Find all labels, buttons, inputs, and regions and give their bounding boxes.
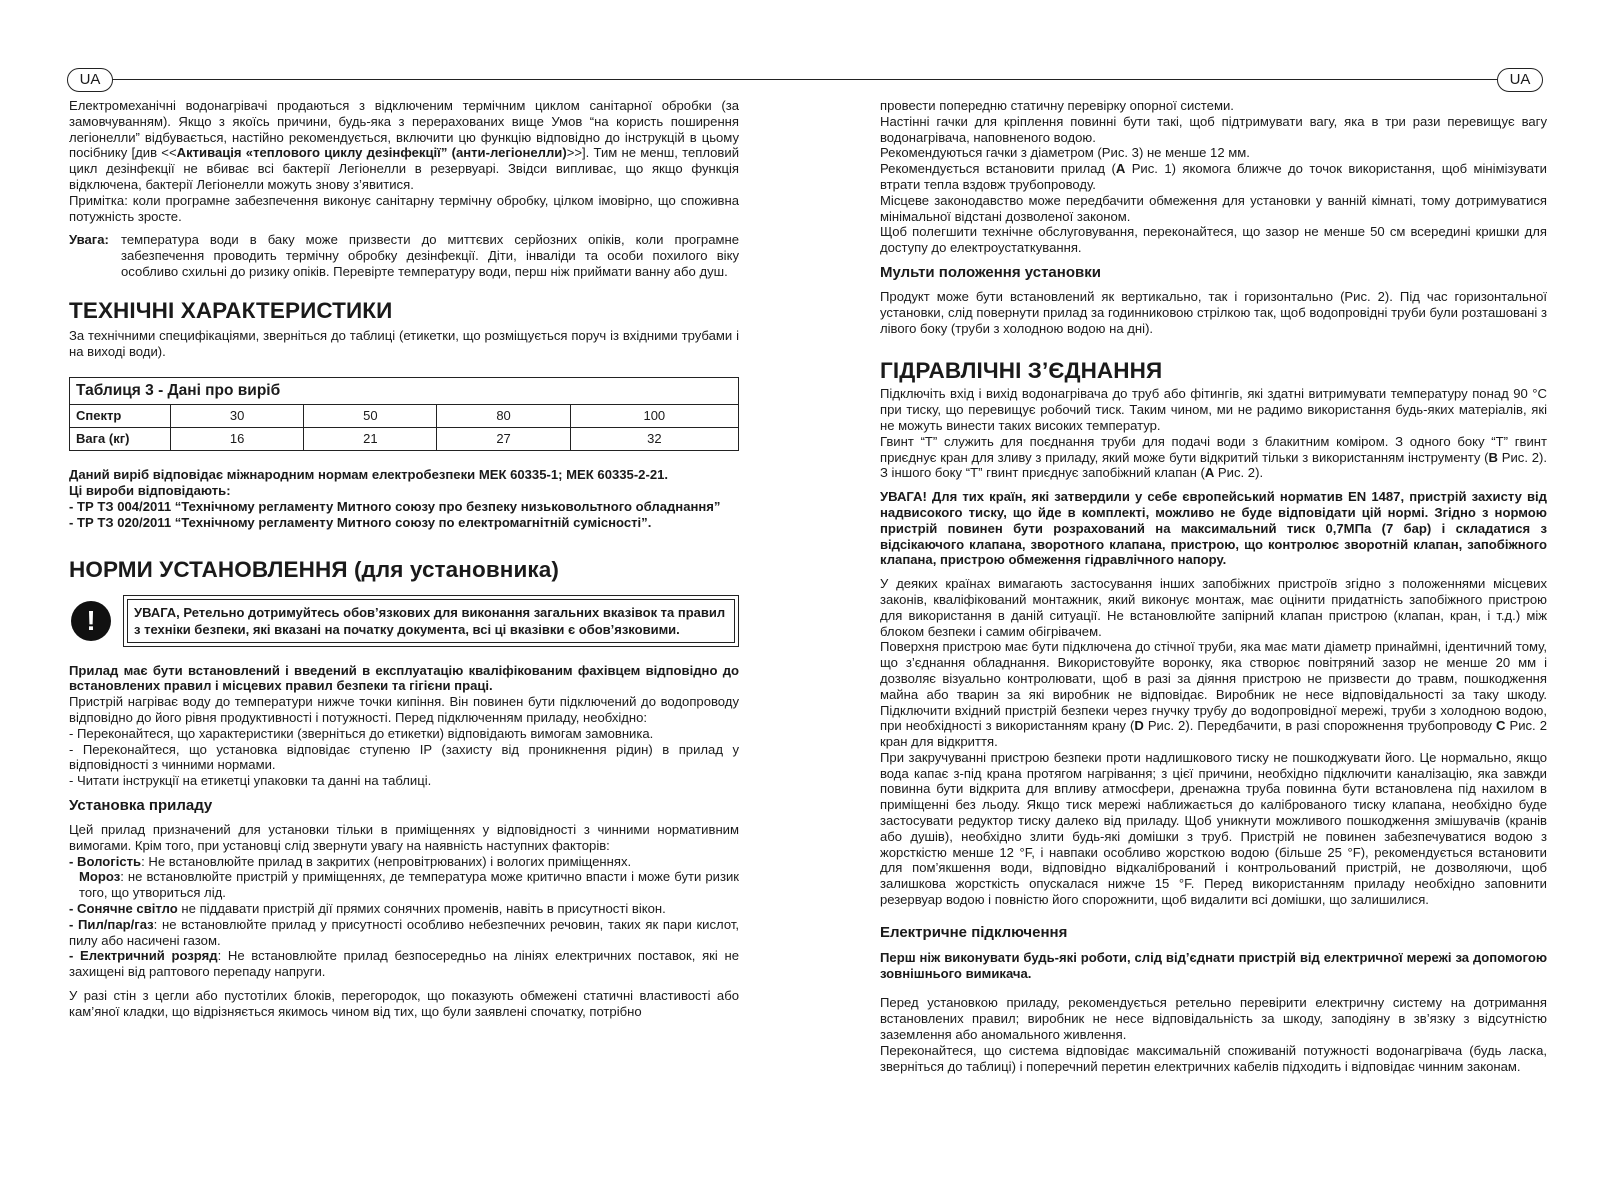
factor-item: Мороз: не встановлюйте пристрій у приміщеннях, де температура може критично впасти і може бути ризик того, що утвориться лід. xyxy=(79,869,739,901)
compliance-line: Даний виріб відповідає міжнародним нормам електробезпеки МЕК 60335-1; МЕК 60335-2-21. xyxy=(69,467,669,483)
multi-position-heading: Мульти положення установки xyxy=(880,263,1101,281)
tech-paragraph: За технічними специфікаціями, зверніться до таблиці (етикетки, що розміщується поруч із вхідними трубами і на виході води). xyxy=(69,327,739,359)
install-list-item: - Переконайтеся, що установка відповідає ступеню IP (захисту від проникнення рідин) в прилад у відповідності з чинними нормами. xyxy=(69,741,739,773)
compliance-line: - ТР ТЗ 004/2011 “Технічному регламенту Митного союзу про безпеку низьковольтного обладнання” xyxy=(69,498,721,514)
multi-position-paragraph: Продукт може бути встановлений як вертикально, так і горизонтально (Рис. 2). Під час горизонтальної установки, слід повернути прилад за годинниковою стрілкою так, щоб водопровідні труби були розташовані з лівого боку (труби з холодною водою на дні). xyxy=(880,288,1547,336)
table-row-label: Спектр xyxy=(70,405,171,428)
language-badge-left: UA xyxy=(67,68,113,92)
setup-heading: Установка приладу xyxy=(69,796,213,814)
table-cell: 32 xyxy=(570,428,738,451)
table-row xyxy=(70,428,739,451)
electrical-warning: Перш ніж виконувати будь-які роботи, слід від’єднати пристрій від електричної мережі за допомогою зовнішнього вимикача. xyxy=(880,949,1547,981)
walls-paragraph: У разі стін з цегли або пустотілих блоків, перегородок, що показують обмежені статичні властивості або кам’яної кладки, що відрізняється якимось чином від тих, що були заявлені спочатку, потрібно xyxy=(69,987,739,1019)
notice-text: УВАГА, Ретельно дотримуйтесь обов’язкових для виконання загальних вказівок та правил з техніки безпеки, які вказані на початку документа, всі ці вказівки є обов’язковими. xyxy=(127,599,735,643)
table-cell: 16 xyxy=(171,428,304,451)
right-column xyxy=(880,98,1547,1074)
table-cell: 100 xyxy=(570,405,738,428)
table-row-label: Вага (кг) xyxy=(70,428,171,451)
support-paragraph: Рекомендується встановити прилад (А Рис. 1) якомога ближче до точок використання, щоб мінімізувати втрати тепла вздовж трубопроводу. xyxy=(880,161,1547,192)
support-paragraph: провести попередню статичну перевірку опорної системи. xyxy=(880,98,1234,113)
left-column xyxy=(69,98,739,1019)
warning-block xyxy=(69,232,739,279)
support-paragraph: Рекомендуються гачки з діаметром (Рис. 3) не менше 12 мм. xyxy=(880,145,1250,161)
install-paragraph: Пристрій нагріває воду до температури нижче точки кипіння. Він повинен бути підключений до водопроводу відповідно до його рівня продуктивності і потужності. Перед підключенням приладу, необхідно: xyxy=(69,694,739,725)
intro-paragraph: Електромеханічні водонагрівачі продаються з відключеним термічним циклом санітарної обробки (за замовчуванням). Якщо з якоїсь причини, будь-яка з перерахованих вище Умов “на користь поширення легіонелли” відбувається, настійно рекомендується, включити цю функцію відповідно до інструкцій в цьому посібнику [див <<Активація «теплового циклу дезінфекції” (анти-легіонелли)>>]. Тим не менш, тепловий цикл дезінфекції не вбиває всі бактерії Легіонелли в резервуарі. Звідси випливає, що якщо функція відключена, бактерії Легіонелли можуть знову з’явитися. xyxy=(69,98,740,192)
hydraulic-paragraph: При закручуванні пристрою безпеки проти надлишкового тиску не пошкоджувати його. Це нормально, якщо вода капає з-під крана протягом нагрівання; з цієї причини, необхідно підключити каналізацію, яка завжди повинна бути відкрита для впливу атмосфери, дренажна труба повинна бути встановлена під нахилом в приміщенні без льоду. Якщо тиск мережі наближається до каліброваного тиску клапана, необхідно буде застосувати редуктор тиску далеко від приладу. Щоб уникнути можливого пошкодження змішувачів (кранів або душів), необхідно злити будь-які домішки з труб. Пристрій не повинен забезпечуватися водою з жорсткістю менше 12 °F, і навпаки особливо жорсткою водою (більше 25 °F), рекомендується встановити для пом’якшення води, відповідно відкалібрований і контрольований пристрій, не дозволяючи, щоб залишкова жорсткість опускалася нижче 15 °F. Перед використанням приладу необхідно заповнити резервуар водою і повністю його спорожнити, щоб видалити всі домішки, що залишилися. xyxy=(880,749,1547,908)
install-list-item: - Читати інструкції на етикетці упаковки та данні на таблиці. xyxy=(69,773,432,789)
support-paragraph: Щоб полегшити технічне обслуговування, переконайтеся, що зазор не менше 50 см всередині кришки для доступу до електроустаткування. xyxy=(880,224,1547,256)
factor-item: - Електричний розряд: Не встановлюйте прилад безпосередньо на лініях електричних поставок, які не захищені від раптового перепаду напруги. xyxy=(69,948,739,980)
support-paragraph: Настінні гачки для кріплення повинні бути такі, щоб підтримувати вагу, яка в три рази перевищує вагу водонагрівача, наповненого водою. xyxy=(880,113,1547,145)
warning-label: Увага: xyxy=(69,232,109,248)
table-cell: 50 xyxy=(304,405,437,428)
warning-text: температура води в баку може призвести до миттєвих серйозних опіків, коли програмне забезпечення проводить термічну обробку дезінфекції. Діти, інваліди та особи похилого віку особливо схильні до ризику опіків. Перевірте температуру води, перш ніж приймати ванну або душ. xyxy=(121,232,739,279)
compliance-line: - ТР ТЗ 020/2011 “Технічному регламенту Митного союзу по електромагнітній сумісності”. xyxy=(69,514,652,530)
compliance-block xyxy=(69,467,739,530)
electrical-paragraph: Переконайтеся, що система відповідає максимальній споживаній потужності водонагрівача (будь ласка, зверніться до таблиці) і поперечний перетин електричних кабелів підходить і відповідає чинним законам. xyxy=(880,1042,1547,1074)
install-heading: НОРМИ УСТАНОВЛЕННЯ (для установника) xyxy=(69,556,559,582)
table-title: Таблиця 3 - Дані про виріб xyxy=(70,378,739,405)
electrical-heading: Електричне підключення xyxy=(880,923,1068,941)
table-cell: 30 xyxy=(171,405,304,428)
language-badge-right: UA xyxy=(1497,68,1543,92)
product-data-table xyxy=(69,377,739,451)
notice-block xyxy=(69,595,739,647)
hydraulic-paragraph: Підключіть вхід і вихід водонагрівача до труб або фітингів, які здатні витримувати температуру понад 90 °С при тиску, що перевищує робочий тиск. Таким чином, ми не радимо використання будь-яких матеріалів, які не можуть винести таких високих температур. xyxy=(880,386,1547,433)
tech-heading: ТЕХНІЧНІ ХАРАКТЕРИСТИКИ xyxy=(69,297,393,323)
support-paragraph: Місцеве законодавство може передбачити обмеження для установки у ванній кімнаті, тому дотримуватися мінімальної відстані дозволеної законом. xyxy=(880,192,1547,224)
exclamation-icon: ! xyxy=(71,601,111,641)
install-list-item: - Переконайтеся, що характеристики (зверніться до етикетки) відповідають вимогам замовника. xyxy=(69,725,654,741)
hydraulic-paragraph: У деяких країнах вимагають застосування інших запобіжних пристроїв згідно з положеннями місцевих законів, кваліфікований монтажник, який виконує монтаж, має оцінити придатність запобіжного пристрою для використання в даній ситуації. Не встановлюйте запірний клапан пристрою (клапан, кран, і т.д.) між блоком безпеки і самим обігрівачем. xyxy=(880,576,1547,639)
factor-item: - Вологість: Не встановлюйте прилад в закритих (непровітрюваних) і вологих приміщеннях. xyxy=(69,853,632,869)
table-cell: 27 xyxy=(437,428,570,451)
hydraulic-heading: ГІДРАВЛІЧНІ З’ЄДНАННЯ xyxy=(880,358,1163,384)
hydraulic-paragraph: Поверхня пристрою має бути підключена до стічної труби, яка має мати діаметр принаймні, ідентичний тому, що з’єднання обладнання. Використовуйте воронку, яка створює повітряний зазор не менше 20 мм і дозволяє візуально контролювати, щоб в разі за діяння пристрою не призвести до травм, пошкодження майна або тварин за які виробник не відповідає. Виробник не несе відповідальності за таку шкоду. Підключити вхідний пристрій безпеки через гнучку трубу до водопровідної мережі, труби з холодною водою, при необхідності з використанням крану (D Рис. 2). Передбачити, в разі спорожнення трубопроводу С Рис. 2 кран для відкриття. xyxy=(880,639,1547,750)
header-rule xyxy=(90,79,1520,80)
table-cell: 21 xyxy=(304,428,437,451)
note-paragraph: Примітка: коли програмне забезпечення виконує санітарну термічну обробку, цілком імовірно, що споживна потужність зросте. xyxy=(69,192,739,224)
factor-item: - Пил/пар/газ: не встановлюйте прилад у присутності особливо небезпечних речовин, таких як пари кислот, пилу або насичені газом. xyxy=(69,916,739,948)
electrical-paragraph: Перед установкою приладу, рекомендується ретельно перевірити електричну систему на дотримання встановлених правил; виробник не несе відповідальність за шкоду, заподіяну в зв’язку з відсутністю заземлення або аномального живлення. xyxy=(880,995,1547,1043)
table-cell: 80 xyxy=(437,405,570,428)
install-bold-paragraph: Прилад має бути встановлений і введений в експлуатацію кваліфікованим фахівцем відповідно до встановлених правил і місцевих правил безпеки та гігієни праці. xyxy=(69,662,739,694)
hydraulic-paragraph: Гвинт “Т” служить для поєднання труби для подачі води з блакитним коміром. З одного боку “Т” гвинт приєднує кран для зливу з приладу, який може бути відкритий тільки з використанням інструменту (В Рис. 2). З іншого боку “Т” гвинт приєднує запобіжний клапан (А Рис. 2). xyxy=(880,433,1547,481)
table-row xyxy=(70,405,739,428)
compliance-line: Ці вироби відповідають: xyxy=(69,483,231,499)
factor-item: - Сонячне світло не піддавати пристрій дії прямих сонячних променів, навіть в присутності вікон. xyxy=(69,900,666,916)
hydraulic-warning: УВАГА! Для тих країн, які затвердили у себе європейський норматив EN 1487, пристрій захисту від надвисокого тиску, що йде в комплекті, можливо не буде відповідати цій нормі. Згідно з нормою пристрій повинен бути розрахований на максимальний тиск 0,7МПа (7 бар) і складатися з відсікаючого клапана, зворотного клапана, пристрою, що контролює зворотній клапан, запобіжного клапана, пристрою обмеження гідравлічного напору. xyxy=(880,489,1547,568)
notice-frame xyxy=(123,595,739,647)
setup-paragraph: Цей прилад призначений для установки тільки в приміщеннях у відповідності з чинними нормативним вимогами. Крім того, при установці слід звернути увагу на наявність наступних факторів: xyxy=(69,821,739,853)
